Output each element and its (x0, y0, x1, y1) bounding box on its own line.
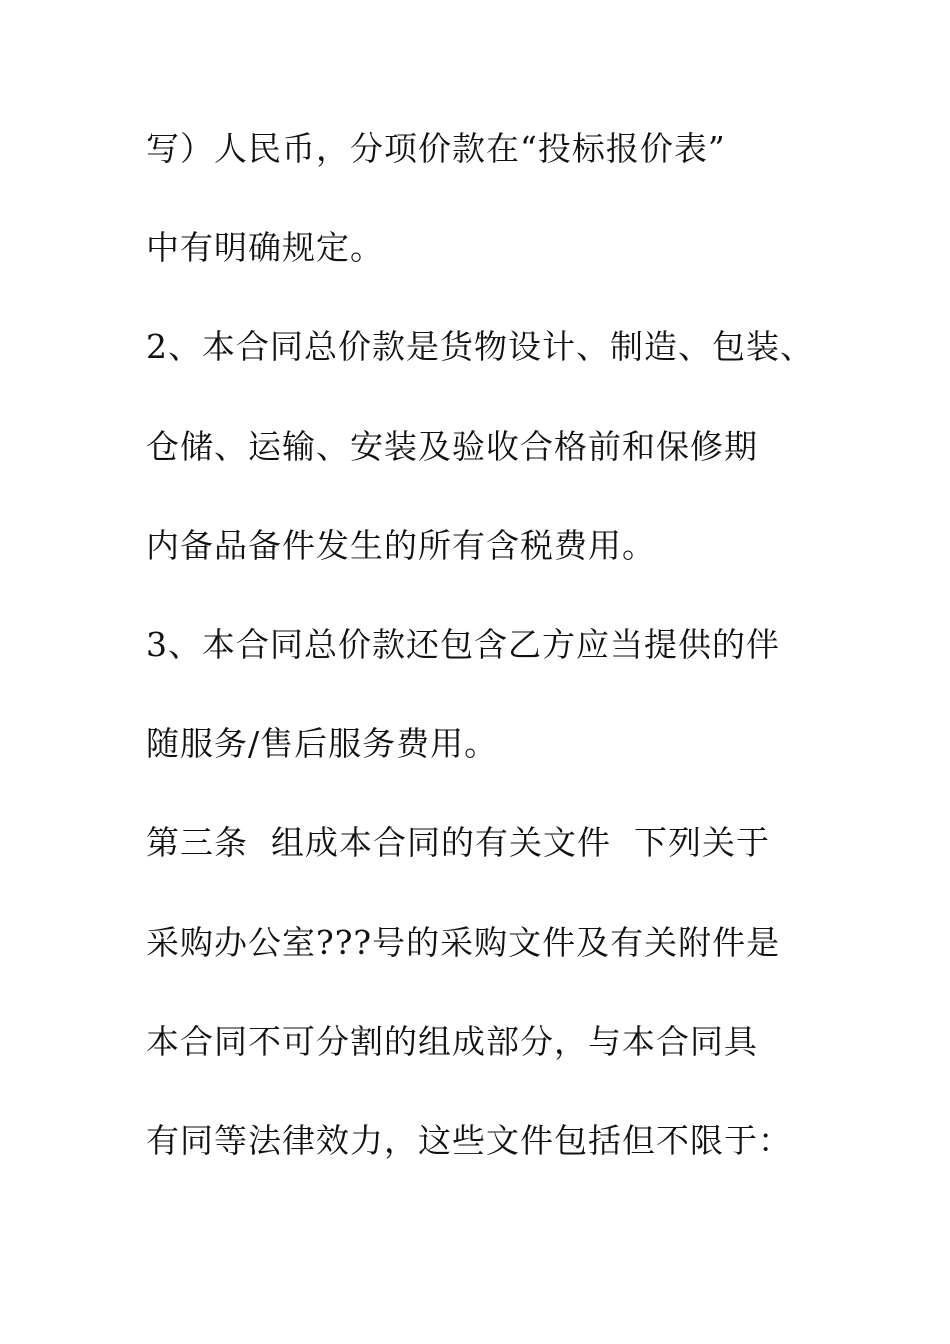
text-line-clause-3-end: 随服务/售后服务费用。 (146, 724, 499, 764)
text-line-integral-part: 本合同不可分割的组成部分，与本合同具 (146, 1021, 758, 1061)
text-line-price-currency: 写）人民币，分项价款在“投标报价表” (146, 129, 726, 168)
text-line-clause-3-start: 3、本合同总价款还包含乙方应当提供的伴 (146, 624, 780, 664)
text-line-legal-effect: 有同等法律效力，这些文件包括但不限于： (146, 1120, 792, 1160)
text-line-clause-2-end: 内备品备件发生的所有含税费用。 (146, 525, 656, 565)
text-line-procurement-docs: 采购办公室???号的采购文件及有关附件是 (146, 922, 781, 962)
text-line-clause-2-start: 2、本合同总价款是货物设计、制造、包装、 (146, 327, 814, 367)
article-3-heading-line: 第三条 组成本合同的有关文件 下列关于 (146, 823, 770, 863)
text-line-clause-2-middle: 仓储、运输、安装及验收合格前和保修期 (146, 426, 758, 466)
contract-text-body (146, 124, 846, 1215)
text-line-price-specified: 中有明确规定。 (146, 228, 384, 268)
